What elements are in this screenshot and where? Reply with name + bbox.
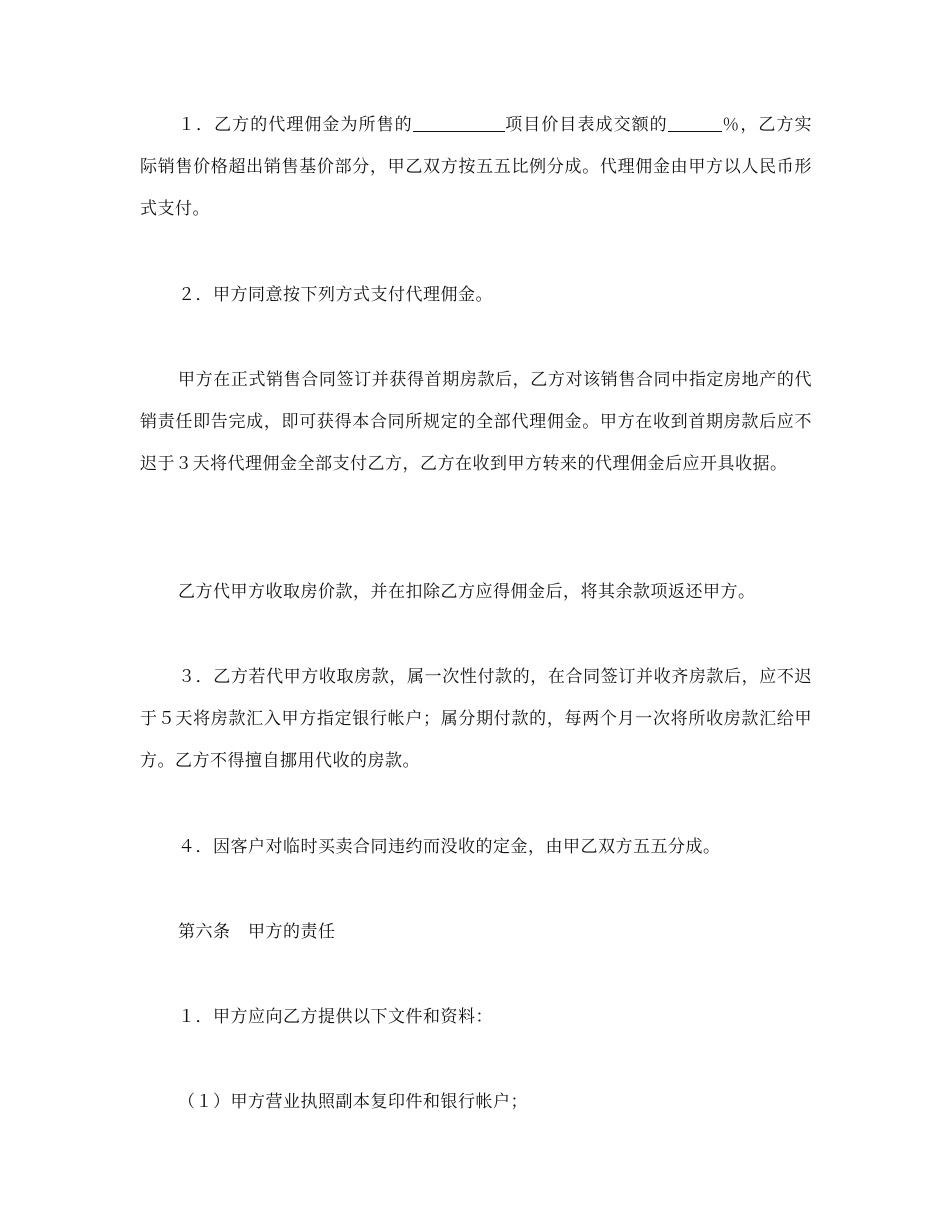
paragraph-commission-rate	[140, 104, 812, 230]
paragraph-deposit: ４．因客户对临时买卖合同违约而没收的定金，由甲乙双方五五分成。	[178, 837, 721, 857]
commission-text-middle: 项目价目表成交额的	[504, 115, 668, 135]
project-name-blank	[413, 109, 505, 132]
commission-text-start: １．乙方的代理佣金为所售的	[178, 115, 413, 135]
section-heading-party-a: 第六条 甲方的责任	[178, 922, 336, 942]
paragraph-payment-timing: 甲方在正式销售合同签订并获得首期房款后，乙方对该销售合同中指定房地产的代销责任即告完成，即可获得本合同所规定的全部代理佣金。甲方在收到首期房款后应不迟于３天将代理佣金全部支付乙方，乙方在收到甲方转来的代理佣金后应开具收据。	[140, 370, 812, 474]
paragraph-remittance: ３．乙方若代甲方收取房款，属一次性付款的，在合同签订并收齐房款后，应不迟于５天将房款汇入甲方指定银行帐户；属分期付款的，每两个月一次将所收房款汇给甲方。乙方不得擅自挪用代收的房款。	[140, 667, 812, 771]
percentage-blank	[668, 109, 722, 132]
list-item-business-license: （１）甲方营业执照副本复印件和银行帐户；	[178, 1092, 528, 1112]
paragraph-documents: １．甲方应向乙方提供以下文件和资料：	[178, 1007, 493, 1027]
paragraph-collection: 乙方代甲方收取房价款，并在扣除乙方应得佣金后，将其余款项返还甲方。	[178, 582, 756, 602]
paragraph-payment-method: ２．甲方同意按下列方式支付代理佣金。	[178, 285, 493, 305]
commission-text-end: ％，乙方实际销售价格超出销售基价部分，甲乙双方按五五比例分成。代理佣金由甲方以人民币形式支付。	[140, 115, 813, 219]
